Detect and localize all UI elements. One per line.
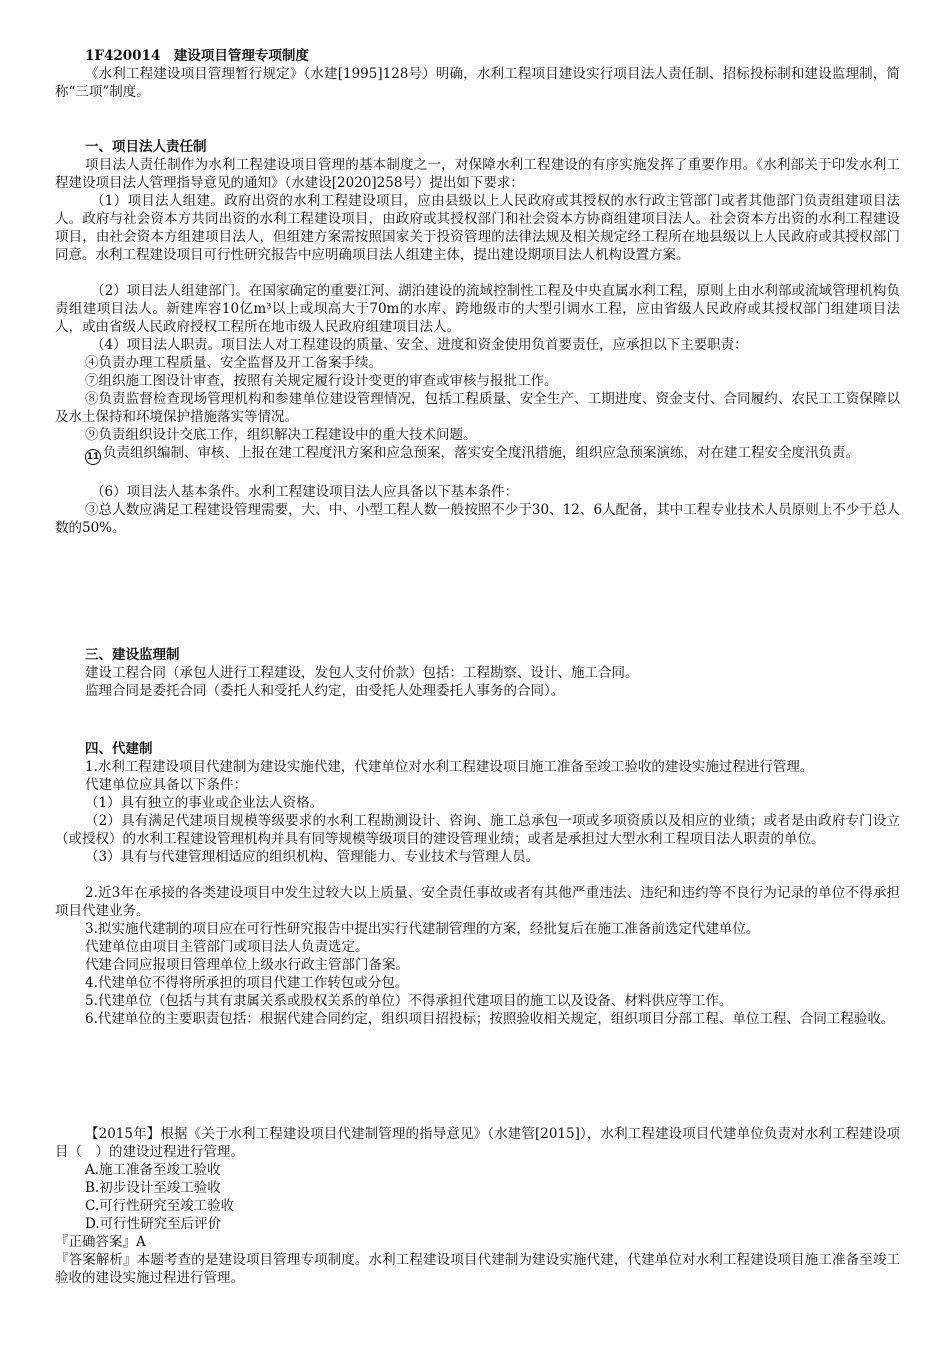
duty-item-11 xyxy=(55,444,900,465)
agent-item-2: 2.近3年在承接的各类建设项目中发生过较大以上质量、安全责任事故或者有其他严重违法、违纪和违约等不良行为记录的单位不得承担项目代建业务。 xyxy=(55,885,900,919)
exam-analysis: 『答案解析』本题考查的是建设项目管理专项制度。水利工程建设项目代建制为建设实施代建，代建单位对水利工程建设项目施工准备至竣工验收的建设实施过程进行管理。 xyxy=(55,1252,900,1286)
condition-item-3: ③总人数应满足工程建设管理需要，大、中、小型工程人数一般按照不少于30、12、6人配备，其中工程专业技术人员原则上不少于总人数的50%。 xyxy=(55,502,900,536)
agent-condition-2: （2）具有满足代建项目规模等级要求的水利工程勘测设计、咨询、施工总承包一项或多项资质以及相应的业绩；或者是由政府专门设立（或授权）的水利工程建设管理机构并具有同等规模等级项目的建设管理业绩；或者是承担过大型水利工程项目法人职责的单位。 xyxy=(55,813,900,847)
exam-question-block xyxy=(55,1125,900,1287)
supervision-line-1: 建设工程合同（承包人进行工程建设，发包人支付价款）包括：工程勘察、设计、施工合同。 xyxy=(85,665,639,681)
exam-option-d: D.可行性研究至后评价 xyxy=(85,1216,222,1232)
agent-item-6: 6.代建单位的主要职责包括：根据代建合同约定，组织项目招投标；按照验收相关规定，组织项目分部工程、单位工程、合同工程验收。 xyxy=(85,1011,895,1027)
exam-option-a: A.施工准备至竣工验收 xyxy=(85,1162,221,1178)
legal-person-p1: （1）项目法人组建。政府出资的水利工程建设项目，应由县级以上人民政府或其授权的水行政主管部门或者其他部门负责组建项目法人。政府与社会资本方共同出资的水利工程建设项目，由政府或其授权部门和社会资本方协商组建项目法人。社会资本方出资的水利工程建设项目，由社会资本方组建项目法人，但组建方案需按照国家关于投资管理的法律法规及相关规定经工程所在地县级以上人民政府或其授权部门同意。水利工程建设项目可行性研究报告中应明确项目法人组建主体，提出建设期项目法人机构设置方案。 xyxy=(55,193,900,263)
legal-person-p6: （6）项目法人基本条件。水利工程建设项目法人应具备以下基本条件： xyxy=(91,484,519,500)
heading-supervision: 三、建设监理制 xyxy=(85,647,180,663)
duty-item-4: ④负责办理工程质量、安全监督及开工备案手续。 xyxy=(85,355,382,371)
duty-item-11-text: 负责组织编制、审核、上报在建工程度汛方案和应急预案，落实安全度汛措施，组织应急预案演练，对在建工程安全度汛负责。 xyxy=(103,445,859,461)
agent-item-1: 1.水利工程建设项目代建制为建设实施代建，代建单位对水利工程建设项目施工准备至竣工验收的建设实施过程进行管理。 xyxy=(85,759,814,775)
supervision-line-2: 监理合同是委托合同（委托人和受托人约定，由受托人处理委托人事务的合同）。 xyxy=(85,683,565,699)
exam-answer: 『正确答案』A xyxy=(55,1234,146,1250)
intro-paragraph: 《水利工程建设项目管理暂行规定》（水建[1995]128号）明确，水利工程项目建设实行项目法人责任制、招标投标制和建设监理制，简称“三项”制度。 xyxy=(55,66,900,100)
section-title: 1F420014 建设项目管理专项制度 xyxy=(85,48,309,64)
agent-item-5: 5.代建单位（包括与其有隶属关系或股权关系的单位）不得承担代建项目的施工以及设备、材料供应等工作。 xyxy=(85,993,733,1009)
section-agent-construction xyxy=(55,740,900,1028)
agent-item-4: 4.代建单位不得将所承担的项目代建工作转包或分包。 xyxy=(85,975,409,991)
agent-item-3a: 代建单位由项目主管部门或项目法人负责选定。 xyxy=(85,939,369,955)
exam-option-b: B.初步设计至竣工验收 xyxy=(85,1180,221,1196)
intro-block xyxy=(55,47,900,101)
legal-person-intro: 项目法人责任制作为水利工程建设项目管理的基本制度之一，对保障水利工程建设的有序实施发挥了重要作用。《水利部关于印发水利工程建设项目法人管理指导意见的通知》（水建设[2020]258号）提出如下要求： xyxy=(55,157,900,191)
legal-person-p4: （4）项目法人职责。项目法人对工程建设的质量、安全、进度和资金使用负首要责任，应承担以下主要职责： xyxy=(91,337,748,353)
duty-item-7: ⑦组织施工图设计审查，按照有关规定履行设计变更的审查或审核与报批工作。 xyxy=(85,373,558,389)
agent-conditions-intro: 代建单位应具备以下条件： xyxy=(85,777,247,793)
agent-condition-1: （1）具有独立的事业或企业法人资格。 xyxy=(85,795,324,811)
agent-condition-3: （3）具有与代建管理相适应的组织机构、管理能力、专业技术与管理人员。 xyxy=(85,849,540,865)
circled-number-11: 11 xyxy=(85,449,101,465)
section-supervision xyxy=(55,646,900,700)
duty-item-9: ⑨负责组织设计交底工作，组织解决工程建设中的重大技术问题。 xyxy=(85,427,477,443)
heading-agent-construction: 四、代建制 xyxy=(85,741,153,757)
legal-person-p2: （2）项目法人组建部门。在国家确定的重要江河、湖泊建设的流域控制性工程及中央直属水利工程，原则上由水利部或流域管理机构负责组建项目法人。新建库容10亿m³以上或坝高大于70m的水库、跨地级市的大型引调水工程，应由省级人民政府或其授权部门组建项目法人，或由省级人民政府授权工程所在地市级人民政府组建项目法人。 xyxy=(55,283,900,335)
duty-item-8: ⑧负责监督检查现场管理机构和参建单位建设管理情况，包括工程质量、安全生产、工期进度、资金支付、合同履约、农民工工资保障以及水土保持和环境保护措施落实等情况。 xyxy=(55,391,900,425)
heading-legal-person: 一、项目法人责任制 xyxy=(85,139,207,155)
exam-option-c: C.可行性研究至竣工验收 xyxy=(85,1198,235,1214)
agent-item-3: 3.拟实施代建制的项目应在可行性研究报告中提出实行代建制管理的方案，经批复后在施工准备前选定代建单位。 xyxy=(85,921,760,937)
exam-question: 【2015年】根据《关于水利工程建设项目代建制管理的指导意见》（水建管[2015]），水利工程建设项目代建单位负责对水利工程建设项目（ ）的建设过程进行管理。 xyxy=(55,1126,900,1160)
section-legal-person xyxy=(55,138,900,537)
agent-item-3b: 代建合同应报项目管理单位上级水行政主管部门备案。 xyxy=(85,957,409,973)
